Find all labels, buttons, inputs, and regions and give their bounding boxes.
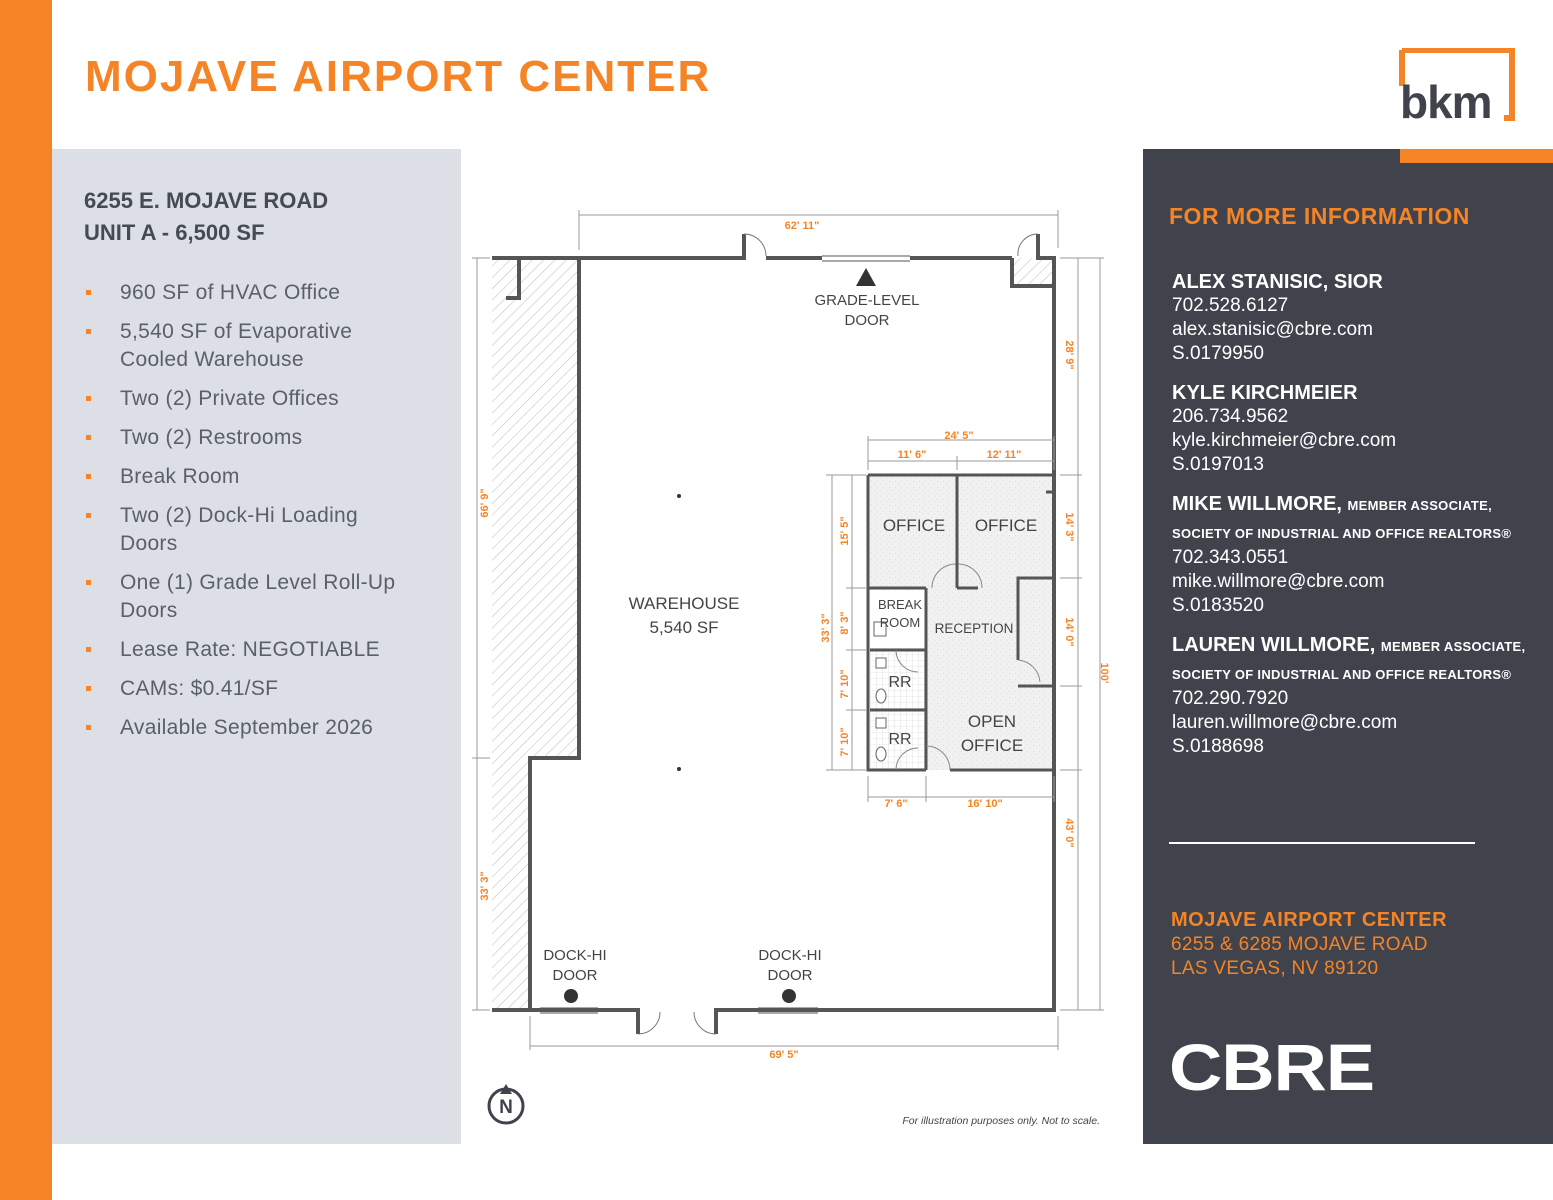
contact-email[interactable]: lauren.willmore@cbre.com <box>1172 712 1398 733</box>
contact-panel <box>1143 149 1553 1144</box>
floor-plan-area <box>461 149 1143 1144</box>
warehouse-area: 5,540 SF <box>649 618 719 637</box>
contact-name-row <box>1172 270 1547 294</box>
contact-name-row <box>1172 633 1547 659</box>
dock-door-2-label-2: DOOR <box>767 967 813 984</box>
column-marker <box>677 767 681 771</box>
dim-office2-width: 12' 11" <box>986 449 1022 461</box>
property-details-panel <box>52 149 461 1144</box>
contact-affiliation: SOCIETY OF INDUSTRIAL AND OFFICE REALTORS® <box>1172 526 1512 541</box>
orange-accent-bar <box>1400 149 1553 163</box>
contact-email[interactable]: mike.willmore@cbre.com <box>1172 571 1385 592</box>
reception-label: RECEPTION <box>934 621 1014 636</box>
contact-license: S.0179950 <box>1172 343 1264 364</box>
feature-item <box>84 569 444 625</box>
bullet-icon <box>86 647 91 652</box>
restroom-1-label: RR <box>888 674 912 691</box>
floor-plan <box>461 149 1143 1144</box>
contact-phone: 702.290.7920 <box>1172 688 1289 709</box>
feature-text: One (1) Grade Level Roll-Up <box>120 571 396 594</box>
feature-item <box>84 714 444 742</box>
feature-text: Cooled Warehouse <box>120 348 304 371</box>
dim-rr1-height: 7' 10" <box>839 669 851 699</box>
dim-office-height: 14' 3" <box>1063 512 1075 542</box>
dock-door-1-label-2: DOOR <box>552 967 598 984</box>
contact-designation: MEMBER ASSOCIATE, <box>1380 639 1526 654</box>
feature-text: Doors <box>120 599 178 622</box>
page-title: MOJAVE AIRPORT CENTER <box>85 52 712 101</box>
feature-text: 960 SF of HVAC Office <box>120 281 341 304</box>
feature-item <box>84 675 444 703</box>
footer-city: LAS VEGAS, NV 89120 <box>1171 958 1379 979</box>
feature-text: Two (2) Restrooms <box>120 426 303 449</box>
dim-overall-height: 100' <box>1098 662 1110 684</box>
feature-text: Break Room <box>120 465 240 488</box>
dim-open-width: 16' 10" <box>967 798 1003 810</box>
overhead-door-lines <box>540 256 910 1013</box>
feature-text: 5,540 SF of Evaporative <box>120 320 353 343</box>
contact-heading: FOR MORE INFORMATION <box>1169 203 1470 229</box>
bkm-logo <box>1398 48 1516 122</box>
divider <box>1169 842 1475 844</box>
dim-bottom-width: 69' 5" <box>769 1049 799 1061</box>
bullet-icon <box>86 686 91 691</box>
contact-phone: 702.528.6127 <box>1172 295 1289 316</box>
feature-item <box>84 424 444 452</box>
feature-text: Available September 2026 <box>120 716 374 739</box>
dim-break-height: 8' 3" <box>839 611 851 635</box>
footer-title: MOJAVE AIRPORT CENTER <box>1171 909 1448 931</box>
dim-left-lower: 33' 3" <box>479 871 491 901</box>
office-1-label: OFFICE <box>882 516 946 535</box>
feature-item <box>84 318 444 374</box>
cbre-logo: CBRE <box>1169 1030 1374 1104</box>
contact-card <box>1172 270 1547 366</box>
contact-affiliation: SOCIETY OF INDUSTRIAL AND OFFICE REALTORS® <box>1172 667 1512 682</box>
dim-rr2-height: 7' 10" <box>839 727 851 757</box>
feature-text: Two (2) Private Offices <box>120 387 339 410</box>
open-office-label: OPEN <box>967 712 1017 731</box>
disclaimer: For illustration purposes only. Not to scale. <box>902 1115 1100 1127</box>
bullet-icon <box>86 725 91 730</box>
contact-license: S.0188698 <box>1172 736 1264 757</box>
dim-top-width: 62' 11" <box>784 220 820 232</box>
feature-item <box>84 385 444 413</box>
feature-text: Two (2) Dock-Hi Loading <box>120 504 358 527</box>
contact-card <box>1172 492 1547 618</box>
contact-phone: 702.343.0551 <box>1172 547 1289 568</box>
contact-phone: 206.734.9562 <box>1172 406 1289 427</box>
hatched-corner <box>1012 258 1054 286</box>
hatched-exterior-area <box>492 258 579 1008</box>
dim-office1-width: 11' 6" <box>897 449 927 461</box>
contact-list <box>1172 270 1547 774</box>
address-line-1: 6255 E. MOJAVE ROAD <box>84 188 329 213</box>
office-2-label: OFFICE <box>974 516 1038 535</box>
feature-item <box>84 463 444 491</box>
contact-name: KYLE KIRCHMEIER <box>1172 382 1358 404</box>
restroom-2-label: RR <box>888 731 912 748</box>
bullet-icon <box>86 580 91 585</box>
property-address <box>84 185 328 249</box>
break-room-label: BREAK <box>877 597 923 612</box>
feature-text: CAMs: $0.41/SF <box>120 677 279 700</box>
dim-rr-width: 7' 6" <box>884 798 908 810</box>
feature-text: Doors <box>120 532 178 555</box>
contact-license: S.0183520 <box>1172 595 1264 616</box>
contact-designation: MEMBER ASSOCIATE, <box>1347 498 1493 513</box>
dim-office-left: 15' 5" <box>839 516 851 546</box>
dock-door-marker <box>564 989 578 1003</box>
bullet-icon <box>86 513 91 518</box>
contact-email[interactable]: alex.stanisic@cbre.com <box>1172 319 1373 340</box>
contact-name-row <box>1172 381 1547 405</box>
contact-license: S.0197013 <box>1172 454 1264 475</box>
open-office-label-2: OFFICE <box>960 736 1024 755</box>
dock-door-marker <box>782 989 796 1003</box>
dim-right-top: 28' 9" <box>1063 340 1075 370</box>
bkm-logo-text: bkm <box>1400 76 1492 122</box>
orange-side-bar <box>0 0 52 1200</box>
dim-reception-height: 14' 0" <box>1063 617 1075 647</box>
contact-card <box>1172 381 1547 477</box>
dim-office-block: 33' 3" <box>820 613 832 643</box>
break-room-label-2: ROOM <box>879 615 921 630</box>
contact-card <box>1172 633 1547 759</box>
dim-right-bottom: 43' 0" <box>1063 818 1075 848</box>
feature-item <box>84 636 444 664</box>
address-line-2: UNIT A - 6,500 SF <box>84 220 265 245</box>
dock-door-1-label: DOCK-HI <box>543 947 607 964</box>
bullet-icon <box>86 329 91 334</box>
compass-letter: N <box>499 1097 513 1118</box>
column-marker <box>677 494 681 498</box>
contact-name: MIKE WILLMORE, <box>1172 493 1342 515</box>
bullet-icon <box>86 290 91 295</box>
bullet-icon <box>86 474 91 479</box>
grade-door-label-2: DOOR <box>844 312 890 329</box>
grade-door-marker <box>856 268 876 286</box>
dim-left-upper: 66' 9" <box>479 488 491 518</box>
bullet-icon <box>86 435 91 440</box>
feature-item <box>84 279 444 307</box>
dock-door-2-label: DOCK-HI <box>758 947 822 964</box>
contact-name-row <box>1172 492 1547 518</box>
contact-name: LAUREN WILLMORE, <box>1172 634 1376 656</box>
dim-office-width: 24' 5" <box>944 430 974 442</box>
contact-name: ALEX STANISIC, SIOR <box>1172 271 1383 293</box>
warehouse-label: WAREHOUSE <box>628 594 740 613</box>
contact-email[interactable]: kyle.kirchmeier@cbre.com <box>1172 430 1397 451</box>
north-compass-icon <box>489 1084 523 1123</box>
feature-list <box>84 279 444 753</box>
feature-item <box>84 502 444 558</box>
footer-address: 6255 & 6285 MOJAVE ROAD <box>1171 934 1428 955</box>
bullet-icon <box>86 396 91 401</box>
grade-door-label: GRADE-LEVEL <box>814 292 920 309</box>
feature-text: Lease Rate: NEGOTIABLE <box>120 638 380 661</box>
